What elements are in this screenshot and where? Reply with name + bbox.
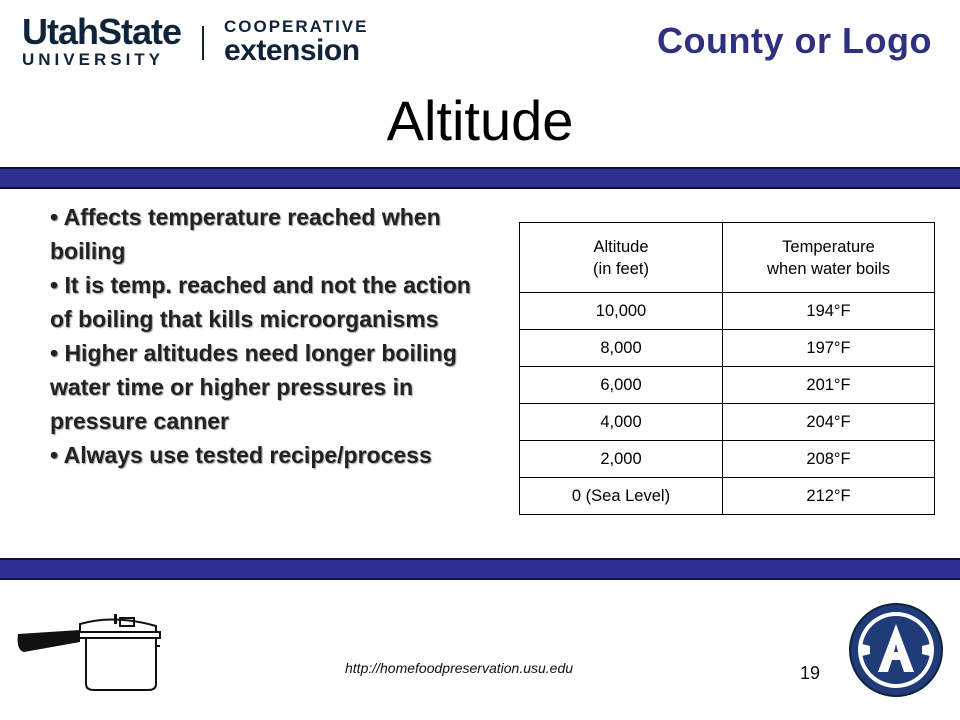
usu-logo-line2: UNIVERSITY <box>22 50 165 69</box>
county-logo-placeholder: County or Logo <box>657 20 932 61</box>
bullet-list <box>50 200 480 472</box>
bottom-band-divider <box>0 558 960 580</box>
table-header-row <box>520 223 935 293</box>
usu-logo-line1: UtahState <box>22 11 182 52</box>
altitude-cell: 2,000 <box>520 441 723 478</box>
temperature-cell: 201°F <box>723 367 935 404</box>
header-altitude <box>520 223 723 293</box>
altitude-cell: 8,000 <box>520 330 723 367</box>
table-row <box>520 404 935 441</box>
utah-state-university-logo <box>22 11 182 69</box>
bullet-item: • Higher altitudes need longer boiling water time or higher pressures in pressure canner <box>50 340 457 434</box>
temperature-cell: 194°F <box>723 293 935 330</box>
bullet-item: • Always use tested recipe/process <box>50 442 432 468</box>
altitude-cell: 10,000 <box>520 293 723 330</box>
page-number: 19 <box>800 663 821 683</box>
temperature-cell: 204°F <box>723 404 935 441</box>
table-row <box>520 293 935 330</box>
coop-logo-line1: COOPERATIVE <box>224 17 369 36</box>
table-row <box>520 441 935 478</box>
table-row <box>520 367 935 404</box>
header-temperature-line2: when water boils <box>767 259 890 278</box>
bullet-item: • It is temp. reached and not the action of boiling that kills microorganisms <box>50 272 471 332</box>
table-row <box>520 330 935 367</box>
header-temperature-line1: Temperature <box>782 237 875 256</box>
temperature-cell: 212°F <box>723 478 935 515</box>
food-safety-education-seal-icon <box>848 602 944 698</box>
temperature-cell: 208°F <box>723 441 935 478</box>
cooperative-extension-logo <box>224 18 368 66</box>
altitude-cell: 0 (Sea Level) <box>520 478 723 515</box>
header-altitude-line2: (in feet) <box>593 259 649 278</box>
altitude-cell: 6,000 <box>520 367 723 404</box>
header-altitude-line1: Altitude <box>593 237 649 256</box>
logo-divider <box>202 26 204 60</box>
top-band-divider <box>0 167 960 189</box>
altitude-boiling-table <box>519 222 935 515</box>
temperature-cell: 197°F <box>723 330 935 367</box>
altitude-cell: 4,000 <box>520 404 723 441</box>
coop-logo-line2: extension <box>224 34 360 67</box>
pressure-canner-icon <box>14 606 164 696</box>
table-row <box>520 478 935 515</box>
slide-title: Altitude <box>386 89 574 152</box>
footer-url: http://homefoodpreservation.usu.edu <box>345 660 574 676</box>
bullet-item: • Affects temperature reached when boiling <box>50 204 441 264</box>
header-temperature <box>723 223 935 293</box>
